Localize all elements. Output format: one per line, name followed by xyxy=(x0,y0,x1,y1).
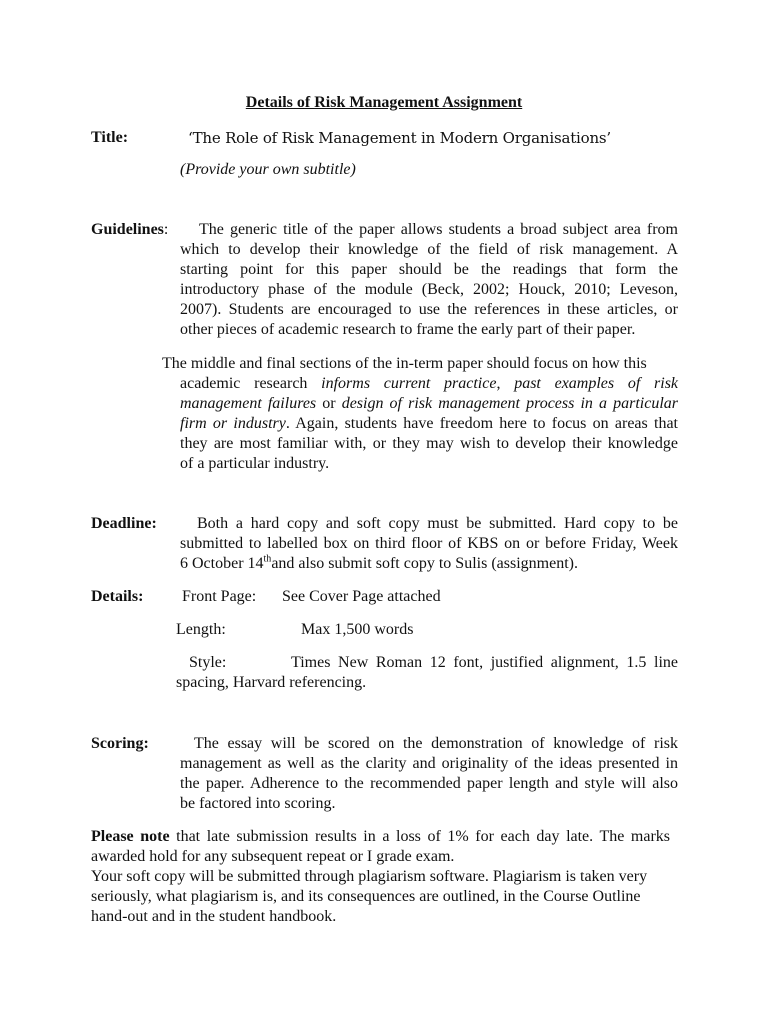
deadline-line-1: Both a hard copy and soft copy must be submitted. Hard copy to be xyxy=(197,515,678,532)
scoring-line-3: the paper. Adherence to the recommended paper length and style will also xyxy=(180,775,678,792)
style-value-cont: spacing, Harvard referencing. xyxy=(176,674,367,691)
page-title: Details of Risk Management Assignment xyxy=(245,94,523,111)
assignment-title: ‘The Role of Risk Management in Modern Organisations’ xyxy=(188,129,611,147)
note-line-4: seriously, what plagiarism is, and its consequences are outlined, in the Course Outline xyxy=(91,888,641,905)
deadline-date: 6 October 14 xyxy=(180,555,264,572)
p2-text: , xyxy=(496,375,515,392)
deadline-line-3 xyxy=(180,554,578,574)
guidelines-label-colon: : xyxy=(163,221,169,238)
guidelines-label: Guidelines xyxy=(91,221,164,238)
scoring-line-2: management as well as the clarity and originality of the ideas presented in xyxy=(180,755,678,772)
scoring-line-1: The essay will be scored on the demonstration of knowledge of risk xyxy=(194,735,678,752)
guidelines-line-5: 2007). Students are encouraged to use the references in these articles, or xyxy=(180,301,678,318)
guidelines-line-4: introductory phase of the module (Beck, 2002; Houck, 2010; Leveson, xyxy=(180,281,678,298)
p2-text: academic research xyxy=(180,375,322,392)
front-page-value: See Cover Page attached xyxy=(282,588,441,605)
guidelines-p2-line-2 xyxy=(180,374,678,394)
guidelines-p2-line-5: they are most familiar with, or they may wish to develop their knowledge xyxy=(180,435,678,452)
length-value: Max 1,500 words xyxy=(301,621,414,638)
subtitle-instruction: (Provide your own subtitle) xyxy=(180,161,356,178)
front-page-label: Front Page: xyxy=(182,588,257,605)
length-label: Length: xyxy=(176,621,226,638)
scoring-line-4: be factored into scoring. xyxy=(180,795,336,812)
p2-emphasis-design: design of risk management process in a particular xyxy=(341,395,678,412)
guidelines-line-1: The generic title of the paper allows students a broad subject area from xyxy=(199,221,678,238)
guidelines-line-3: starting point for this paper should be the readings that form the xyxy=(180,261,678,278)
note-label: Please note xyxy=(91,828,170,845)
note-text: that late submission results in a loss of 1% for each day late. The marks xyxy=(169,828,670,845)
scoring-label: Scoring: xyxy=(91,735,149,752)
note-line-2: awarded hold for any subsequent repeat or I grade exam. xyxy=(91,848,455,865)
style-label: Style: xyxy=(189,654,227,671)
deadline-text: and also submit soft copy to Sulis (assignment). xyxy=(271,555,578,572)
deadline-label: Deadline: xyxy=(91,515,157,532)
guidelines-line-2: which to develop their knowledge of the field of risk management. A xyxy=(180,241,678,258)
guidelines-p2-line-3 xyxy=(180,394,678,414)
p2-text: or xyxy=(316,395,342,412)
p2-emphasis-practice: informs current practice xyxy=(321,375,497,392)
note-line-1 xyxy=(91,827,670,847)
deadline-line-2: submitted to labelled box on third floor of KBS on or before Friday, Week xyxy=(180,535,678,552)
guidelines-p2-line-6: of a particular industry. xyxy=(180,455,330,472)
style-value: Times New Roman 12 font, justified alignment, 1.5 line xyxy=(291,654,678,671)
deadline-date-suffix: th xyxy=(263,553,272,565)
p2-emphasis-firm: firm or industry xyxy=(180,415,286,432)
p2-emphasis-examples: past examples of risk xyxy=(514,375,679,392)
p2-text: . Again, students have freedom here to focus on areas that xyxy=(285,415,678,432)
note-line-3: Your soft copy will be submitted through plagiarism software. Plagiarism is taken very xyxy=(91,868,648,885)
guidelines-p2-line-1: The middle and final sections of the in-term paper should focus on how this xyxy=(162,355,647,372)
note-line-5: hand-out and in the student handbook. xyxy=(91,908,337,925)
guidelines-line-6: other pieces of academic research to frame the early part of their paper. xyxy=(180,321,636,338)
details-label: Details: xyxy=(91,588,144,605)
guidelines-label-wrap xyxy=(91,220,168,240)
guidelines-p2-line-4 xyxy=(180,414,678,434)
p2-emphasis-failures: management failures xyxy=(180,395,317,412)
title-label: Title: xyxy=(91,129,129,146)
